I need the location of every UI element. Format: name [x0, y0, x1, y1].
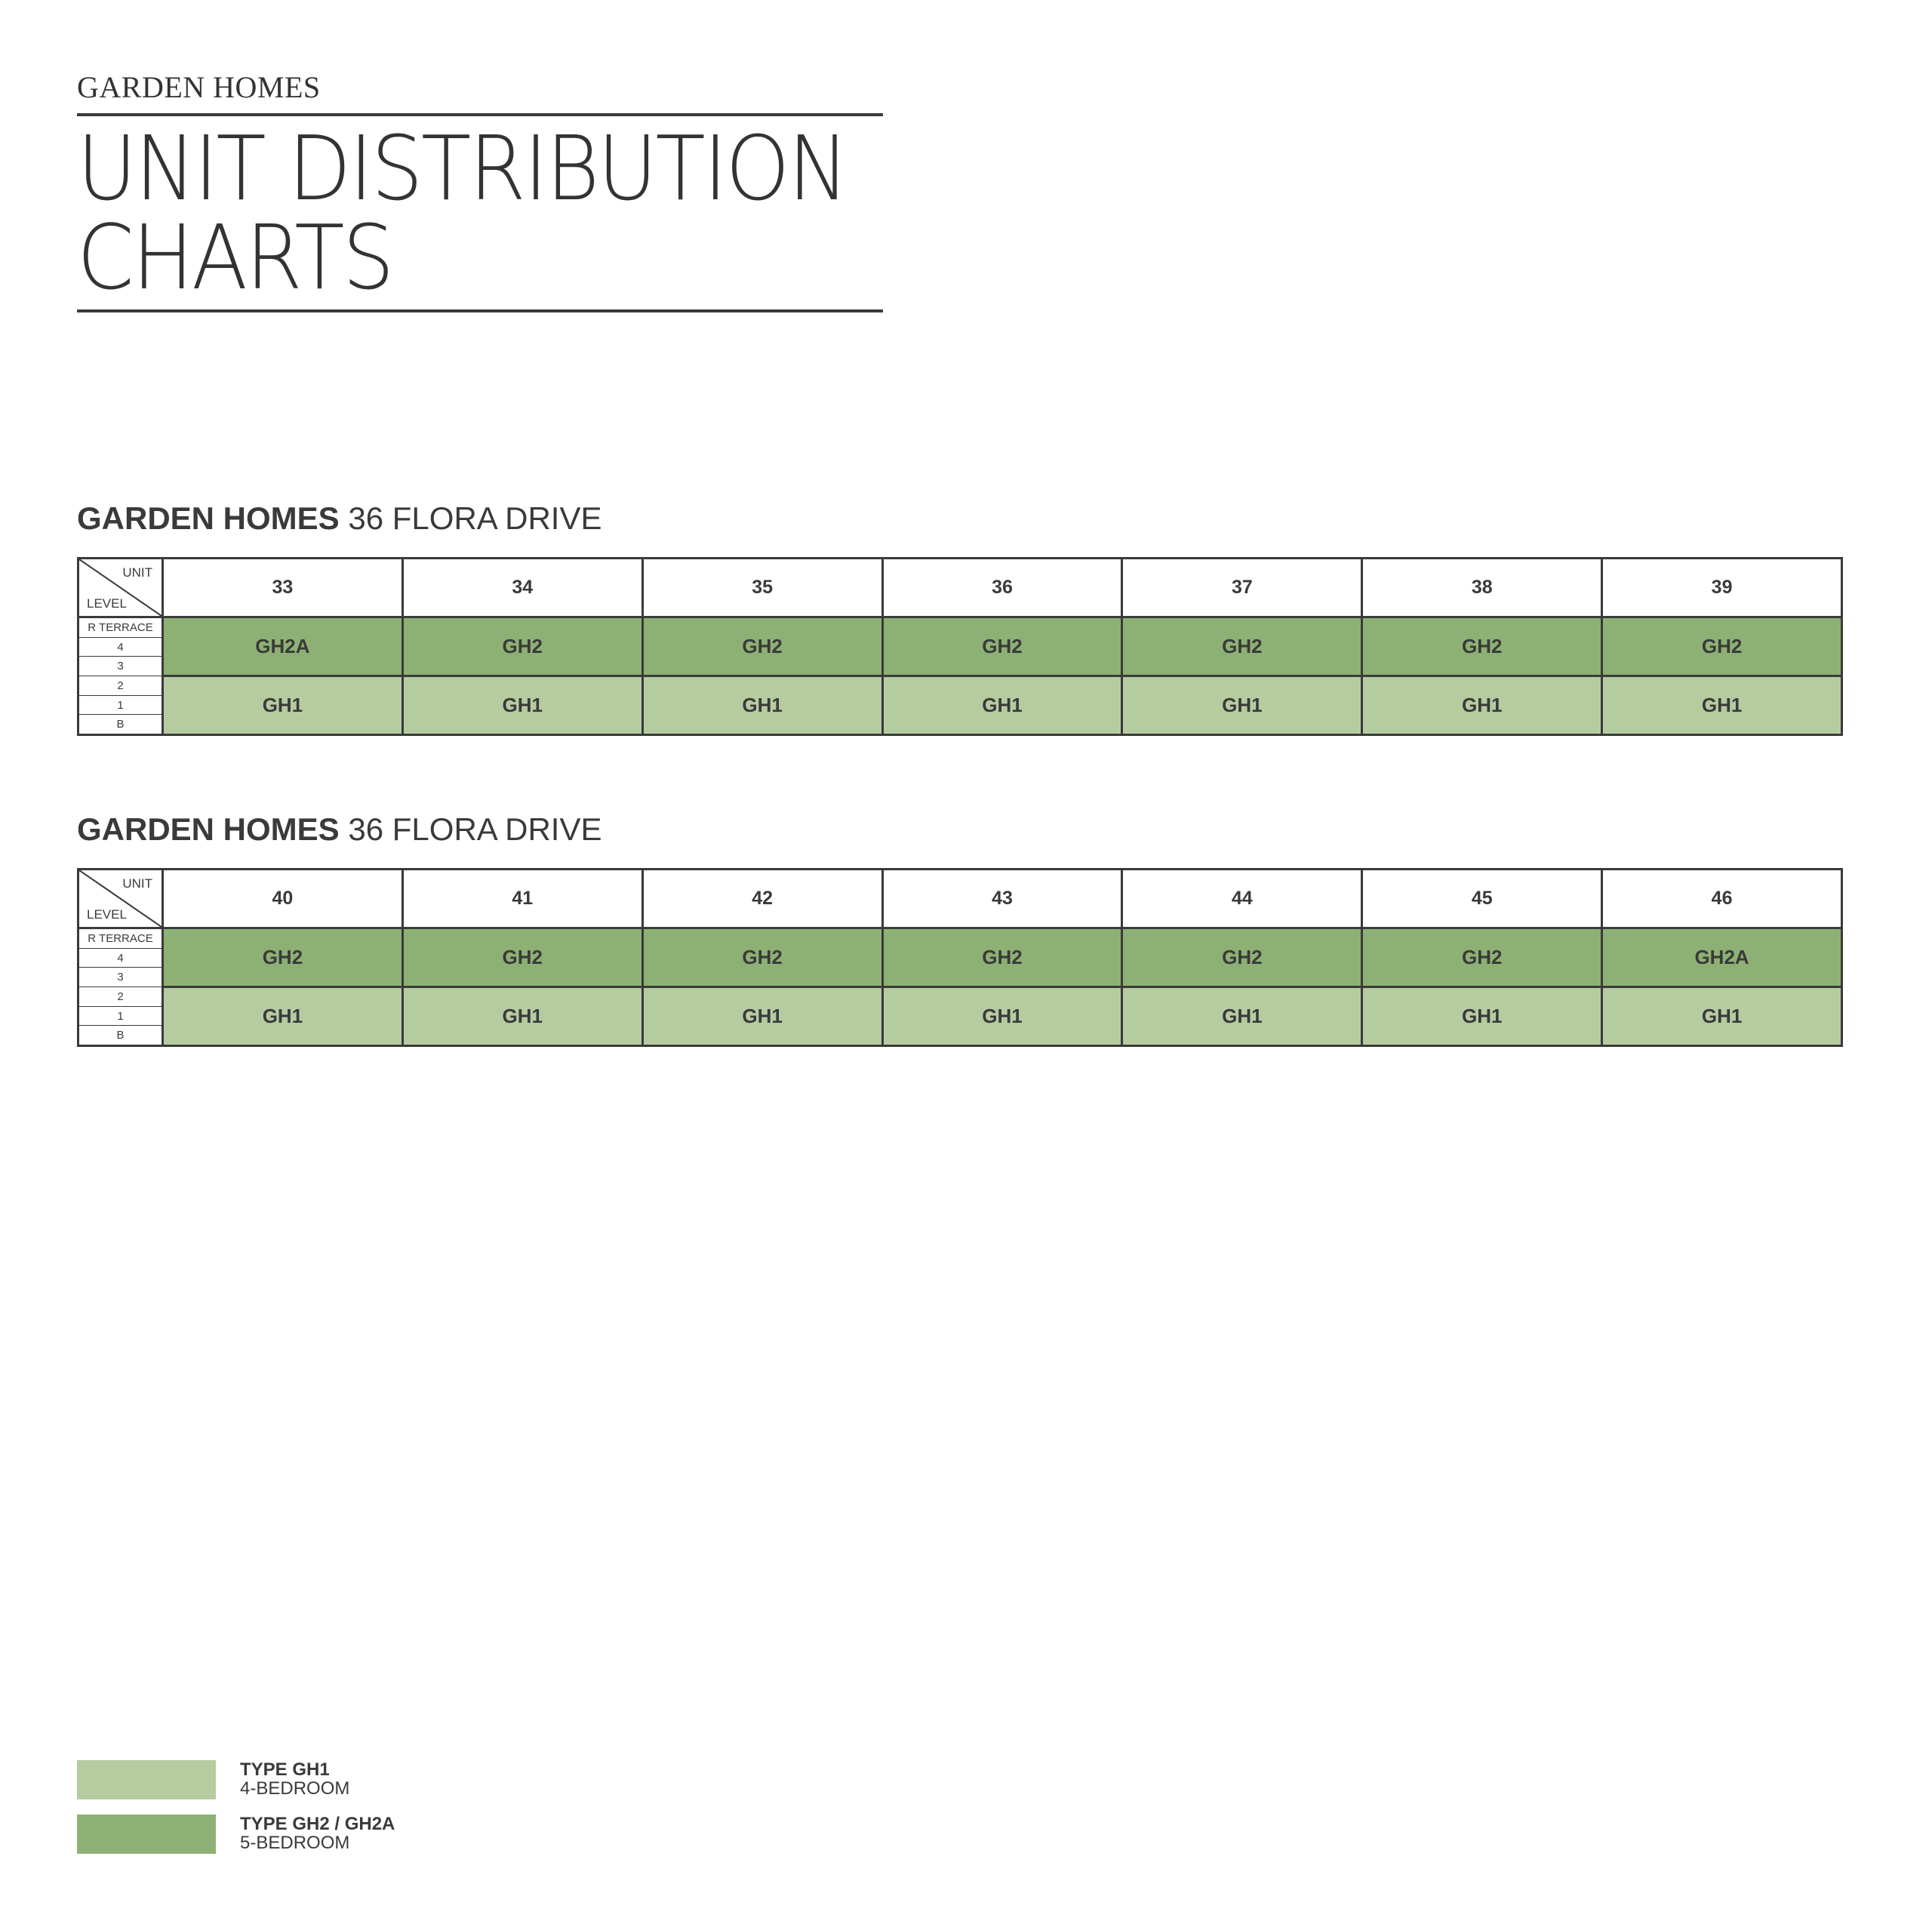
- unit-distribution-table: [77, 557, 1843, 736]
- unit-number: 36: [884, 559, 1121, 618]
- unit-column: [644, 870, 884, 1045]
- unit-type-lower: GH1: [404, 677, 641, 734]
- legend-desc: 4-BEDROOM: [240, 1778, 350, 1799]
- unit-columns: [164, 559, 1841, 734]
- level-axis-label: LEVEL: [87, 596, 127, 611]
- unit-number: 40: [164, 870, 401, 929]
- unit-axis-label: UNIT: [122, 876, 152, 891]
- unit-type-upper: GH2: [1363, 618, 1601, 677]
- unit-type-lower: GH1: [164, 677, 401, 734]
- unit-column: [404, 559, 644, 734]
- level-column: [79, 870, 164, 1045]
- section-title-bold: GARDEN HOMES: [77, 811, 340, 847]
- unit-type-upper: GH2A: [164, 618, 401, 677]
- level-label: R TERRACE: [79, 929, 162, 949]
- unit-column: [1123, 559, 1363, 734]
- legend-item-gh2: [77, 1815, 395, 1854]
- unit-number: 46: [1603, 870, 1841, 929]
- unit-type-upper: GH2: [884, 618, 1121, 677]
- distribution-section-1: [77, 500, 1843, 736]
- unit-number: 41: [404, 870, 641, 929]
- legend-type: TYPE GH1: [240, 1759, 330, 1780]
- unit-column: [1603, 559, 1841, 734]
- unit-type-upper: GH2: [1123, 618, 1361, 677]
- unit-column: [1603, 870, 1841, 1045]
- section-title-address: 36 FLORA DRIVE: [348, 811, 602, 847]
- unit-column: [1363, 870, 1603, 1045]
- section-title: [77, 500, 1843, 537]
- unit-type-lower: GH1: [644, 988, 881, 1045]
- header-bottom-rule: [77, 309, 883, 312]
- unit-type-upper: GH2A: [1603, 929, 1841, 988]
- unit-type-upper: GH2: [404, 929, 641, 988]
- unit-type-upper: GH2: [884, 929, 1121, 988]
- unit-column: [884, 559, 1124, 734]
- level-label: R TERRACE: [79, 618, 162, 638]
- legend-desc: 5-BEDROOM: [240, 1833, 350, 1853]
- unit-type-upper: GH2: [644, 618, 881, 677]
- page-title-line-1: UNIT DISTRIBUTION: [77, 116, 848, 220]
- unit-column: [1363, 559, 1603, 734]
- level-axis-label: LEVEL: [87, 907, 127, 922]
- level-label: 3: [79, 968, 162, 987]
- unit-number: 43: [884, 870, 1121, 929]
- level-label: B: [116, 718, 125, 731]
- section-title-bold: GARDEN HOMES: [77, 500, 340, 536]
- legend: [77, 1760, 395, 1869]
- unit-type-lower: GH1: [1363, 988, 1601, 1045]
- unit-number: 34: [404, 559, 641, 618]
- level-label: 1: [79, 1007, 162, 1027]
- unit-type-lower: GH1: [644, 677, 881, 734]
- level-label: 1: [79, 696, 162, 716]
- section-title-address: 36 FLORA DRIVE: [348, 500, 602, 536]
- unit-axis-label: UNIT: [122, 565, 152, 580]
- unit-number: 42: [644, 870, 881, 929]
- unit-column: [164, 559, 404, 734]
- legend-swatch: [77, 1760, 216, 1799]
- unit-type-lower: GH1: [884, 677, 1121, 734]
- level-label: 3: [79, 657, 162, 676]
- unit-type-lower: GH1: [1363, 677, 1601, 734]
- page-header: [77, 69, 883, 312]
- level-label: 4: [79, 949, 162, 968]
- legend-type: TYPE GH2 / GH2A: [240, 1814, 395, 1834]
- section-title: [77, 811, 1843, 848]
- unit-type-upper: GH2: [164, 929, 401, 988]
- unit-type-lower: GH1: [164, 988, 401, 1045]
- unit-type-lower: GH1: [1123, 988, 1361, 1045]
- unit-type-lower: GH1: [1123, 677, 1361, 734]
- level-list: [79, 929, 162, 1045]
- level-column: [79, 559, 164, 734]
- unit-number: 39: [1603, 559, 1841, 618]
- unit-type-lower: GH1: [404, 988, 641, 1045]
- unit-number: 45: [1363, 870, 1601, 929]
- table-corner-header: [79, 559, 162, 618]
- table-corner-header: [79, 870, 162, 929]
- unit-column: [884, 870, 1124, 1045]
- unit-type-upper: GH2: [1603, 618, 1841, 677]
- unit-type-lower: GH1: [1603, 677, 1841, 734]
- unit-columns: [164, 870, 1841, 1045]
- unit-type-lower: GH1: [1603, 988, 1841, 1045]
- unit-number: 33: [164, 559, 401, 618]
- unit-number: 35: [644, 559, 881, 618]
- level-label: 2: [79, 987, 162, 1007]
- unit-number: 38: [1363, 559, 1601, 618]
- unit-type-upper: GH2: [644, 929, 881, 988]
- unit-type-upper: GH2: [1363, 929, 1601, 988]
- legend-item-gh1: [77, 1760, 395, 1799]
- unit-type-upper: GH2: [1123, 929, 1361, 988]
- unit-column: [1123, 870, 1363, 1045]
- level-list: [79, 618, 162, 734]
- unit-column: [164, 870, 404, 1045]
- unit-type-lower: GH1: [884, 988, 1121, 1045]
- unit-column: [404, 870, 644, 1045]
- page-title-line-2: CHARTS: [77, 205, 392, 309]
- distribution-section-2: [77, 811, 1843, 1047]
- unit-number: 44: [1123, 870, 1361, 929]
- page-title: [77, 116, 848, 309]
- unit-number: 37: [1123, 559, 1361, 618]
- unit-column: [644, 559, 884, 734]
- level-label: B: [116, 1029, 125, 1042]
- unit-type-upper: GH2: [404, 618, 641, 677]
- level-label: 4: [79, 638, 162, 657]
- level-label: 2: [79, 676, 162, 696]
- unit-distribution-table: [77, 868, 1843, 1047]
- page-subtitle: GARDEN HOMES: [77, 70, 321, 104]
- legend-swatch: [77, 1815, 216, 1854]
